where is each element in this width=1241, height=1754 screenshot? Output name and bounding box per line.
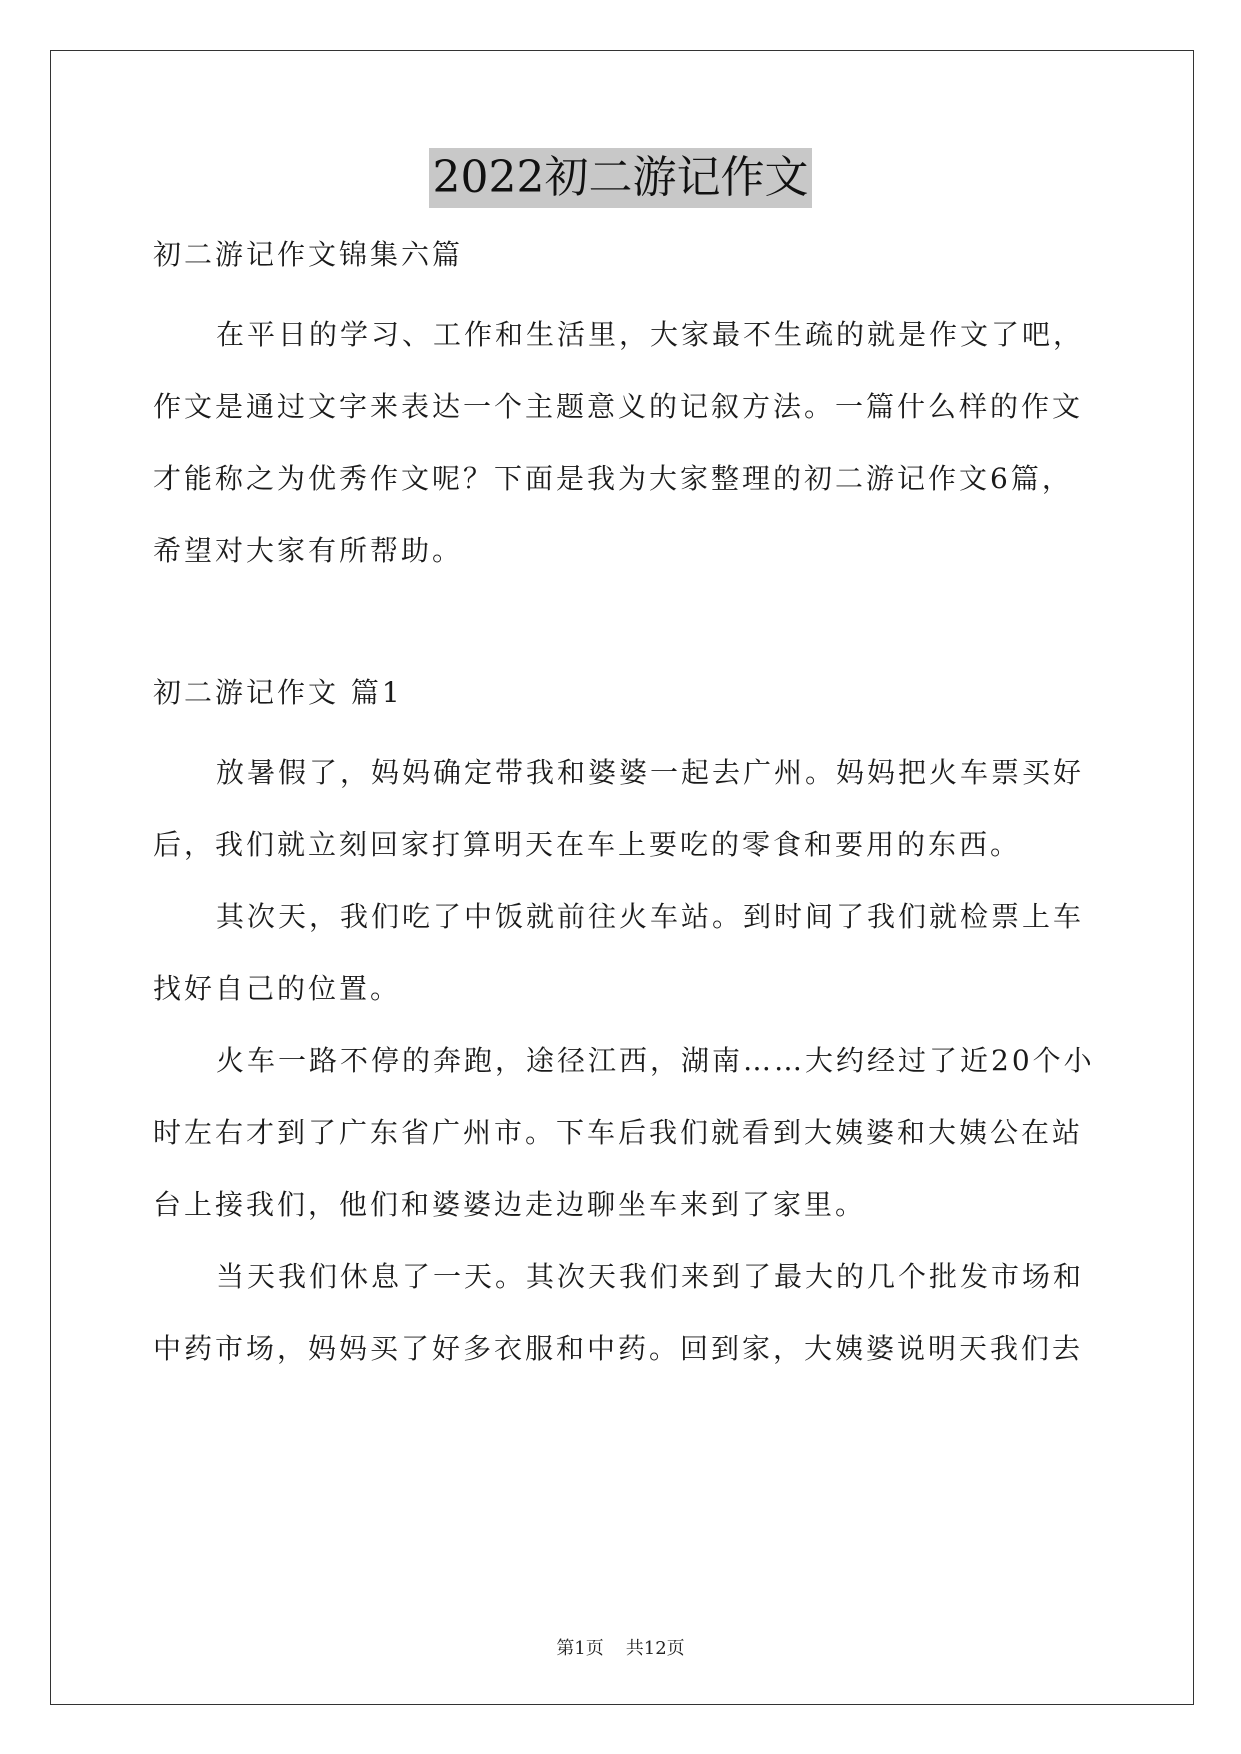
paragraph-line: 后，我们就立刻回家打算明天在车上要吃的零食和要用的东西。 bbox=[153, 828, 1022, 861]
paragraph-line: 放暑假了，妈妈确定带我和婆婆一起去广州。妈妈把火车票买好 bbox=[216, 756, 1085, 789]
paragraph-line: 火车一路不停的奔跑，途径江西，湖南……大约经过了近20个小 bbox=[216, 1044, 1095, 1077]
paragraph-line: 台上接我们，他们和婆婆边走边聊坐车来到了家里。 bbox=[153, 1188, 867, 1221]
section-heading: 初二游记作文 篇1 bbox=[153, 676, 403, 709]
document-title: 2022初二游记作文 bbox=[429, 148, 813, 208]
paragraph-line: 作文是通过文字来表达一个主题意义的记叙方法。一篇什么样的作文 bbox=[153, 390, 1084, 423]
paragraph-line: 当天我们休息了一天。其次天我们来到了最大的几个批发市场和 bbox=[216, 1260, 1085, 1293]
paragraph-line: 找好自己的位置。 bbox=[153, 972, 402, 1005]
page-footer bbox=[0, 1634, 1241, 1660]
paragraph-line: 时左右才到了广东省广州市。下车后我们就看到大姨婆和大姨公在站 bbox=[153, 1116, 1084, 1149]
page-total: 共12页 bbox=[625, 1638, 685, 1659]
paragraph-line: 希望对大家有所帮助。 bbox=[153, 534, 464, 567]
paragraph-line: 其次天，我们吃了中饭就前往火车站。到时间了我们就检票上车 bbox=[216, 900, 1085, 933]
paragraph-line: 才能称之为优秀作文呢？下面是我为大家整理的初二游记作文6篇， bbox=[153, 462, 1073, 495]
page-number: 第1页 bbox=[556, 1638, 604, 1659]
subtitle-line: 初二游记作文锦集六篇 bbox=[153, 238, 464, 271]
paragraph-line: 在平日的学习、工作和生活里，大家最不生疏的就是作文了吧， bbox=[216, 318, 1085, 351]
paragraph-line: 中药市场，妈妈买了好多衣服和中药。回到家，大姨婆说明天我们去 bbox=[153, 1332, 1084, 1365]
title-container bbox=[0, 148, 1241, 208]
page-border bbox=[50, 50, 1194, 1705]
